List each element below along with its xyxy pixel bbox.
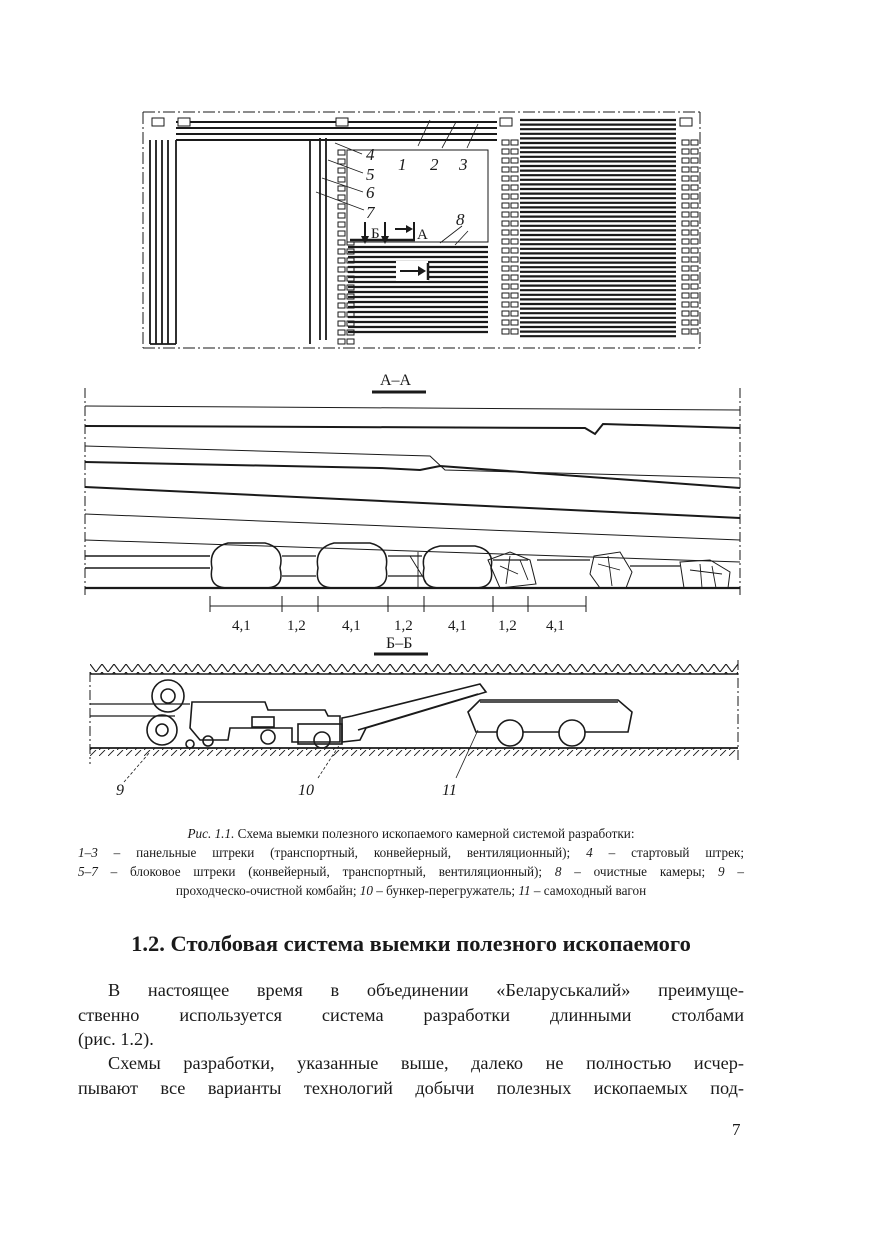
caption-text: – самоходный вагон — [530, 883, 647, 898]
dimension-value: 1,2 — [394, 618, 413, 634]
paragraph-1 — [78, 978, 744, 1052]
equipment-label-11: 11 — [442, 782, 457, 799]
caption-text: – панельные штреки (транспортный, конвейерный, вентиляционный); — [97, 845, 587, 860]
plan-label-3: 3 — [459, 155, 468, 174]
paragraph-2 — [78, 1051, 744, 1100]
section-mark-a: А — [417, 227, 428, 243]
caption-text: – бункер-перегружатель; — [372, 883, 519, 898]
caption-ref: 11 — [518, 883, 531, 898]
self-propelled-wagon — [468, 700, 632, 746]
paragraph-line: В настоящее время в объединении «Беларуськалий» преимуще- — [108, 980, 744, 1000]
plan-label-8: 8 — [456, 210, 465, 229]
plan-label-4: 4 — [366, 145, 375, 164]
plan-label-7: 7 — [366, 203, 375, 222]
dimension-value: 4,1 — [448, 618, 467, 634]
dimension-value: 1,2 — [498, 618, 517, 634]
dimension-value: 4,1 — [342, 618, 361, 634]
section-bb-title: Б–Б — [386, 635, 413, 652]
plan-label-2: 2 — [430, 155, 439, 174]
caption-ref: 8 — [554, 864, 562, 879]
caption-ref: 5–7 — [78, 864, 98, 879]
caption-ref: 1–3 — [78, 845, 98, 860]
caption-title: Схема выемки полезного ископаемого камерной системой разработки: — [234, 826, 635, 841]
section-mark-b: Б — [371, 226, 380, 242]
caption-prefix: Рис. 1.1. — [187, 826, 235, 841]
section-aa-title: А–А — [380, 372, 412, 389]
equipment-label-10: 10 — [298, 782, 314, 799]
caption-text: – стартовый штрек; — [592, 845, 744, 860]
dimension-labels — [232, 618, 565, 634]
page-number: 7 — [732, 1120, 741, 1139]
paragraph-line: пывают все варианты технологий добычи полезных ископаемых под- — [78, 1077, 744, 1098]
plan-label-5: 5 — [366, 165, 375, 184]
dimension-value: 4,1 — [546, 618, 565, 634]
section-heading: 1.2. Столбовая система выемки полезного ископаемого — [131, 931, 691, 956]
caption-text: – очистные камеры; — [561, 864, 718, 879]
section-aa — [85, 388, 740, 612]
paragraph-line: ственно используется система разработки длинными столбами — [78, 1004, 744, 1025]
paragraph-line: Схемы разработки, указанные выше, далеко не полностью исчер- — [108, 1053, 744, 1073]
caption-text: проходческо-очистной комбайн; — [175, 883, 360, 898]
caption-text: – — [724, 864, 744, 879]
equipment-label-9: 9 — [116, 782, 124, 799]
caption-ref: 4 — [586, 845, 593, 860]
caption-ref: 9 — [718, 864, 725, 879]
dimension-value: 1,2 — [287, 618, 306, 634]
figure-caption — [78, 824, 744, 900]
caption-text: – блоковое штреки (конвейерный, транспортный, вентиляционный); — [97, 864, 555, 879]
caption-ref: 10 — [359, 883, 373, 898]
dimension-value: 4,1 — [232, 618, 251, 634]
paragraph-line: (рис. 1.2). — [78, 1029, 154, 1049]
plan-label-6: 6 — [366, 183, 375, 202]
plan-label-1: 1 — [398, 155, 407, 174]
equipment-labels — [116, 782, 457, 799]
section-bb — [90, 660, 738, 782]
combine-machine — [147, 680, 342, 748]
bunker-loader — [342, 684, 486, 742]
